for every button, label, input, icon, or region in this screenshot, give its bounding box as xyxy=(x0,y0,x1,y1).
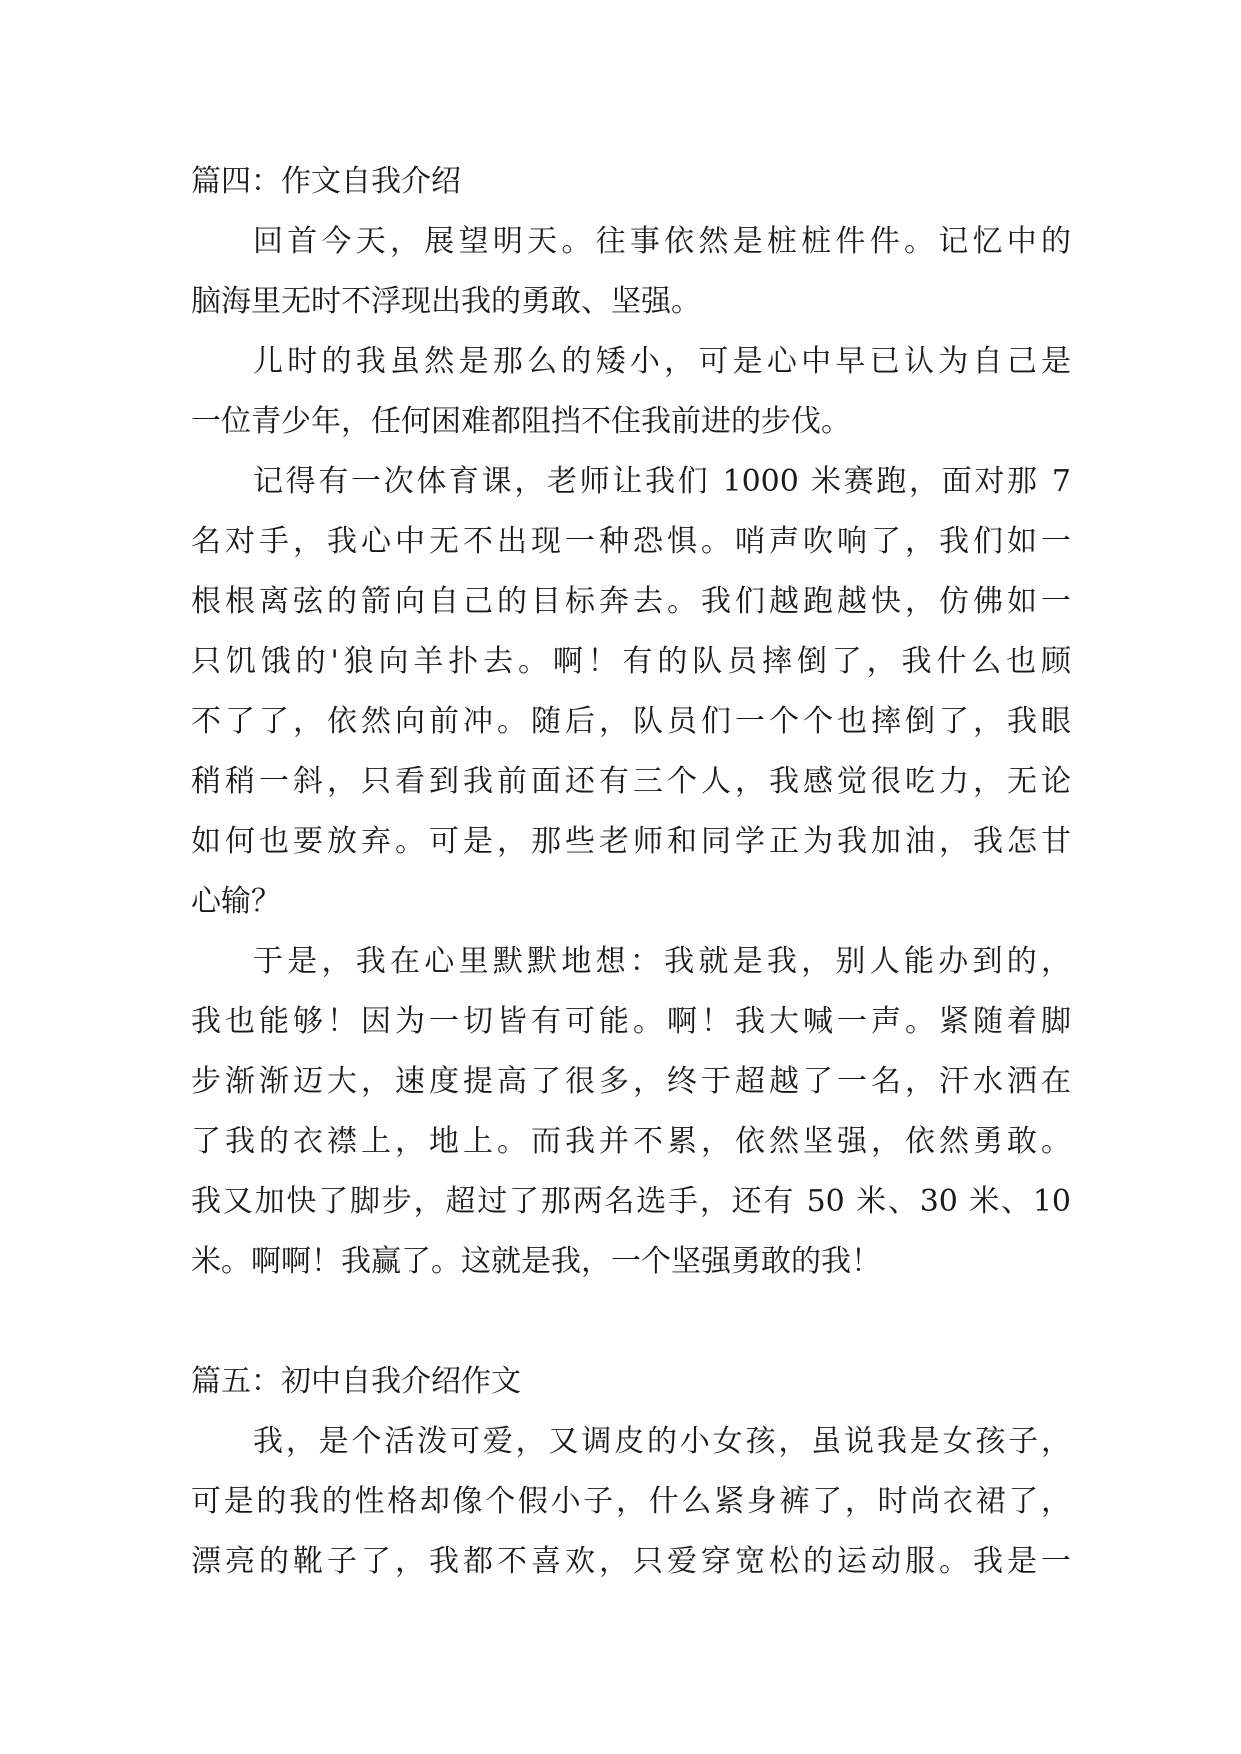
paragraph xyxy=(191,212,1071,332)
paragraph xyxy=(191,332,1071,452)
text-line: 脑海里无时不浮现出我的勇敢、坚强。 xyxy=(191,284,701,319)
section-heading-4: 篇四：作文自我介绍 xyxy=(191,164,461,199)
paragraph xyxy=(191,932,1071,1292)
text-line: 只饥饿的'狼向羊扑去。啊！有的队员摔倒了，我什么也顾 xyxy=(191,644,1071,679)
text-line: 米。啊啊！我赢了。这就是我，一个坚强勇敢的我！ xyxy=(191,1244,881,1279)
section-spacer xyxy=(191,1292,1071,1352)
text-line: 稍稍一斜，只看到我前面还有三个人，我感觉很吃力，无论 xyxy=(191,764,1071,799)
text-line: 不了了，依然向前冲。随后，队员们一个个也摔倒了，我眼 xyxy=(191,704,1071,739)
text-line: 步渐渐迈大，速度提高了很多，终于超越了一名，汗水洒在 xyxy=(191,1064,1071,1099)
text-line: 如何也要放弃。可是，那些老师和同学正为我加油，我怎甘 xyxy=(191,824,1071,859)
text-line: 根根离弦的箭向自己的目标奔去。我们越跑越快，仿佛如一 xyxy=(191,584,1071,619)
document-body xyxy=(191,152,1071,1592)
text-line: 心输？ xyxy=(191,884,281,919)
text-line: 一位青少年，任何困难都阻挡不住我前进的步伐。 xyxy=(191,404,851,439)
text-line: 我又加快了脚步，超过了那两名选手，还有 50 米、30 米、10 xyxy=(191,1184,1071,1219)
text-line: 名对手，我心中无不出现一种恐惧。哨声吹响了，我们如一 xyxy=(191,524,1071,559)
text-line: 儿时的我虽然是那么的矮小，可是心中早已认为自己是 xyxy=(253,344,1071,379)
text-line: 于是，我在心里默默地想：我就是我，别人能办到的， xyxy=(253,944,1071,979)
text-line: 我，是个活泼可爱，又调皮的小女孩，虽说我是女孩子， xyxy=(253,1424,1071,1459)
text-line: 记得有一次体育课，老师让我们 1000 米赛跑，面对那 7 xyxy=(253,464,1071,499)
paragraph xyxy=(191,452,1071,932)
text-line: 回首今天，展望明天。往事依然是桩桩件件。记忆中的 xyxy=(253,224,1071,259)
paragraph xyxy=(191,1412,1071,1592)
text-line: 了我的衣襟上，地上。而我并不累，依然坚强，依然勇敢。 xyxy=(191,1124,1071,1159)
text-line: 可是的我的性格却像个假小子，什么紧身裤了，时尚衣裙了， xyxy=(191,1484,1071,1519)
section-heading-5: 篇五：初中自我介绍作文 xyxy=(191,1364,521,1399)
text-line: 我也能够！因为一切皆有可能。啊！我大喊一声。紧随着脚 xyxy=(191,1004,1071,1039)
text-line: 漂亮的靴子了，我都不喜欢，只爱穿宽松的运动服。我是一 xyxy=(191,1544,1071,1579)
